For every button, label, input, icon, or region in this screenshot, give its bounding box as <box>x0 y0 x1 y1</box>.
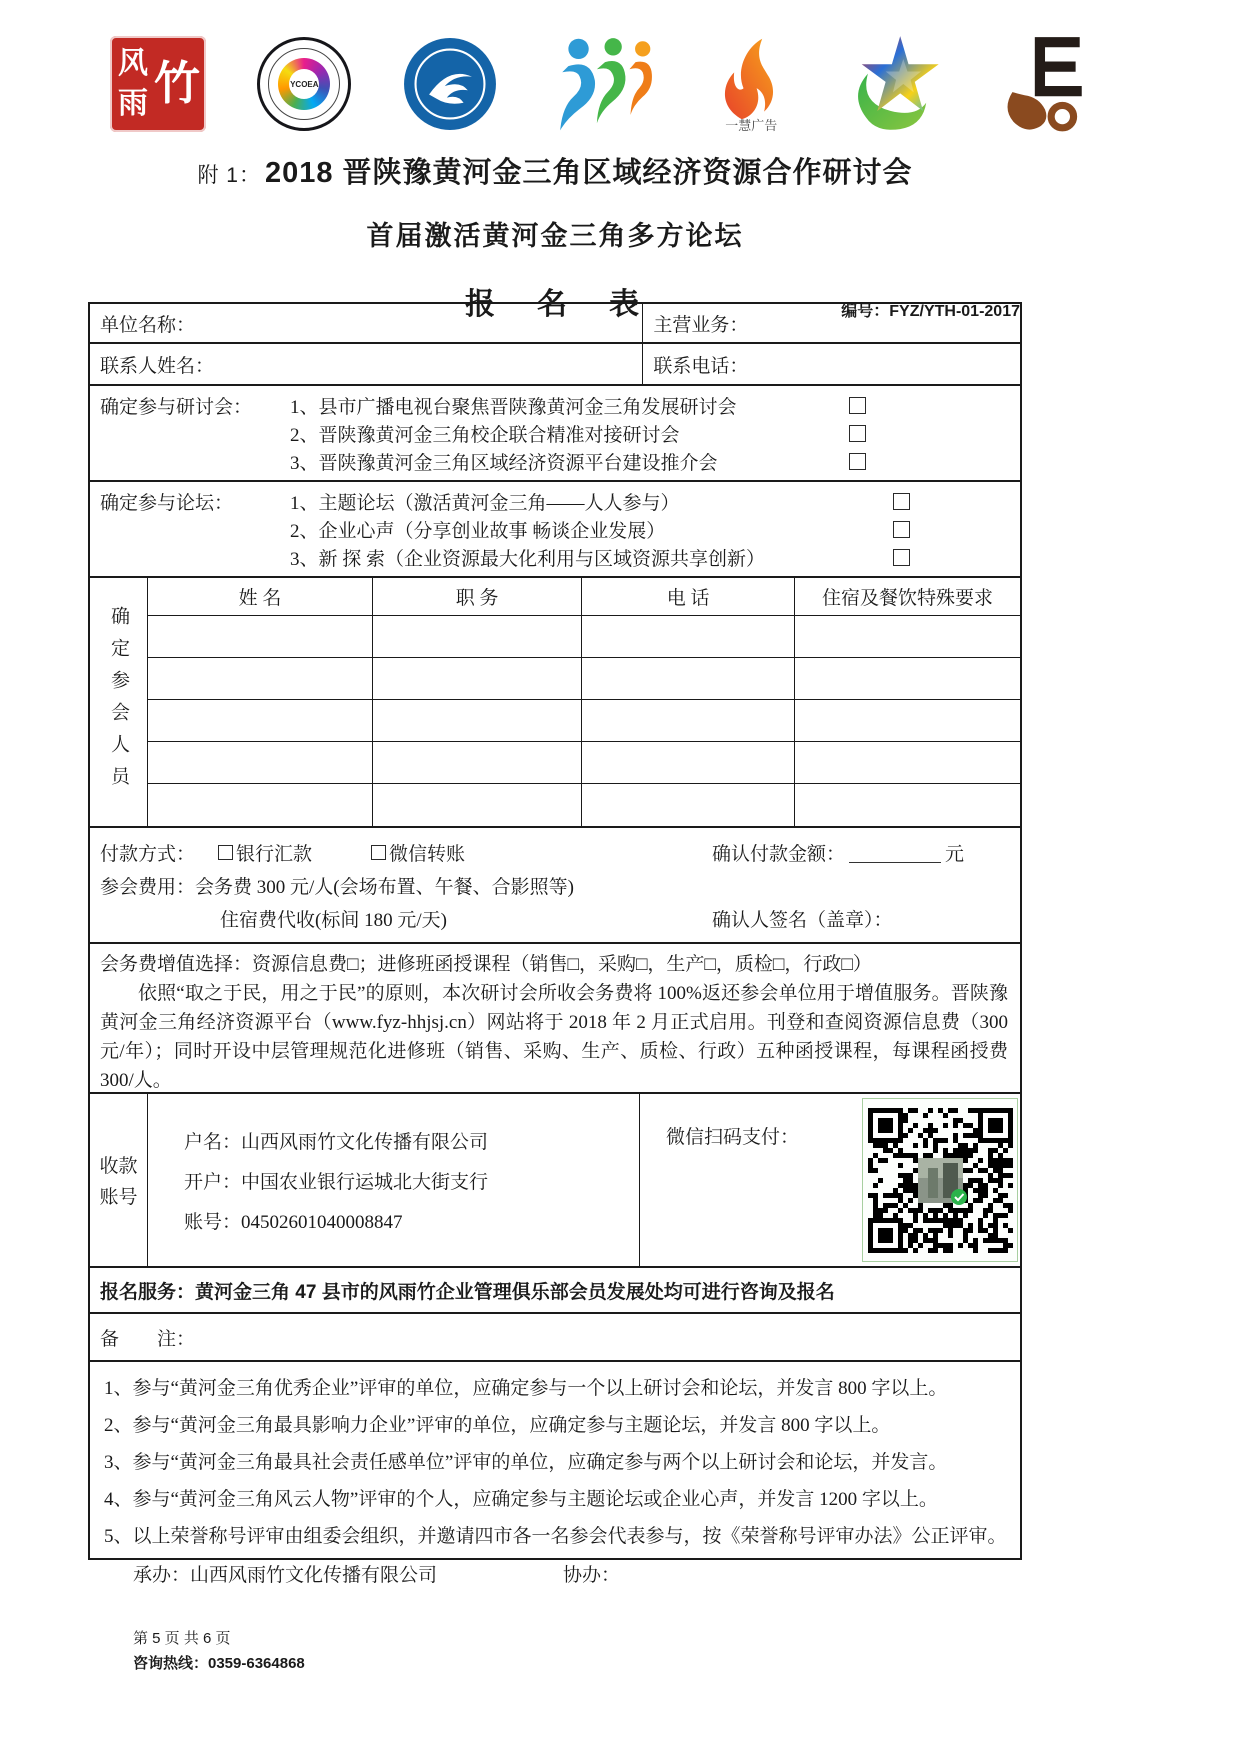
form-number: 编号：FYZ/YTH-01-2017 <box>841 303 1020 320</box>
page-number: 第 5 页 共 6 页 <box>133 1630 231 1647</box>
amount-blank-field <box>849 842 941 863</box>
wechat-pay-label: 微信扫码支付： <box>666 1127 800 1148</box>
forum-option-2: 2、企业心声（分享创业故事 畅谈企业发展） <box>290 520 666 542</box>
account-holder: 户名：山西风雨竹文化传播有限公司 <box>184 1131 489 1153</box>
participant-row <box>148 700 1020 742</box>
forum-checkbox-2 <box>893 521 910 538</box>
wechat-transfer-checkbox <box>371 845 386 860</box>
forum-option-3: 3、新 探 索（企业资源最大化利用与区域资源共享创新） <box>290 548 766 570</box>
calligraphy-logo <box>998 33 1090 135</box>
seminar-option-3: 3、晋陕豫黄河金三角区域经济资源平台建设推介会 <box>290 452 718 474</box>
yihui-caption: 一慧广告 <box>725 117 778 133</box>
fee-label: 参会费用： <box>100 877 196 898</box>
forum-section-label: 确定参与论坛： <box>100 492 234 514</box>
row-payment <box>90 828 1020 944</box>
runners-logo <box>548 35 660 133</box>
logo-row <box>110 26 1090 142</box>
participants-side-label: 确定参会人员 <box>90 578 148 826</box>
value-added-paragraph: 依照“取之于民，用之于民”的原则，本次研讨会所收会务费将 100%返还参会单位用于增值服务。晋陕豫黄河金三角经济资源平台（www.fyz-hhjsj.cn）网站将于 2018 年 2 月正式启用。刊登和查阅资源信息费（300 元/年）；同时开设中层管理规范化进修班（销售、采购、生产、质检、行政）五种函授课程，每课程函授费 300/人。 <box>100 983 1008 1091</box>
seminar-checkbox-1 <box>849 397 866 414</box>
forum-option-1: 1、主题论坛（激活黄河金三角——人人参与） <box>290 492 680 514</box>
runners-icon <box>548 35 660 133</box>
note-item-3: 3、参与“黄河金三角最具社会责任感单位”评审的单位，应确定参与两个以上研讨会和论坛，并发言。 <box>104 1452 948 1473</box>
yihui-ad-logo <box>711 35 791 134</box>
participant-row <box>148 742 1020 784</box>
account-number: 账号：04502601040008847 <box>184 1211 403 1233</box>
participant-row <box>148 784 1020 826</box>
ycoea-association-logo <box>257 37 351 131</box>
participants-header-row <box>148 578 1020 616</box>
form-title: 报 名 表 <box>465 288 645 321</box>
ycoea-badge-icon <box>257 37 351 131</box>
wechat-pay-qr-code <box>868 1108 1013 1253</box>
col-header-phone: 电 话 <box>582 578 795 615</box>
ycoea-caption: YCOEA <box>290 79 319 89</box>
star-icon <box>843 32 947 136</box>
bank-transfer-option: 银行汇款 <box>236 844 313 865</box>
col-header-title: 职 务 <box>373 578 582 615</box>
participant-row <box>148 616 1020 658</box>
seal-char: 风 <box>118 47 148 80</box>
seal-icon <box>110 36 206 132</box>
note-item-1: 1、参与“黄河金三角优秀企业”评审的单位，应确定参与一个以上研讨会和论坛，并发言 800 字以上。 <box>104 1378 948 1399</box>
fee-line1: 会务费 300 元/人(会场布置、午餐、合影照等) <box>195 877 574 898</box>
seal-char: 雨 <box>118 87 148 120</box>
star-logo <box>843 32 947 136</box>
seminar-option-1: 1、县市广播电视台聚焦晋陕豫黄河金三角发展研讨会 <box>290 396 737 418</box>
seminar-option-2: 2、晋陕豫黄河金三角校企联合精准对接研讨会 <box>290 424 680 446</box>
seminar-checkbox-3 <box>849 453 866 470</box>
amount-unit: 元 <box>945 844 965 865</box>
forum-checkbox-1 <box>893 493 910 510</box>
forum-title: 首届激活黄河金三角多方论坛 <box>366 221 744 251</box>
organizer-text: 承办：山西风雨竹文化传播有限公司 <box>133 1565 438 1586</box>
contact-phone-label: 联系电话： <box>653 355 749 377</box>
row-participants <box>90 578 1020 828</box>
attachment-label: 附 1： <box>197 164 261 187</box>
co-organizer-text: 协办： <box>563 1565 621 1586</box>
col-header-name: 姓 名 <box>148 578 373 615</box>
contact-name-label: 联系人姓名： <box>100 355 215 377</box>
contact-phone-field <box>643 344 1020 384</box>
wechat-transfer-option: 微信转账 <box>389 844 466 865</box>
row-unit-business <box>90 304 1020 344</box>
row-notes <box>90 1362 1020 1558</box>
wechat-pay-cell <box>640 1094 1020 1266</box>
row-forum-options <box>90 482 1020 578</box>
service-note-text: 报名服务：黄河金三角 47 县市的风雨竹企业管理俱乐部会员发展处均可进行咨询及报名 <box>100 1281 835 1303</box>
row-account <box>90 1094 1020 1268</box>
seal-char: 竹 <box>154 58 200 109</box>
row-service-note <box>90 1268 1020 1314</box>
bank-transfer-checkbox <box>218 845 233 860</box>
note-item-5: 5、以上荣誉称号评审由组委会组织，并邀请四市各一名参会代表参与，按《荣誉称号评审办法》公正评审。 <box>104 1526 1007 1547</box>
registration-form-table <box>88 302 1022 1560</box>
polytechnic-badge-icon <box>403 37 497 131</box>
contact-name-field <box>90 344 643 384</box>
seminar-checkbox-2 <box>849 425 866 442</box>
calligraphy-icon <box>998 33 1090 135</box>
wechat-pay-qr-box <box>862 1098 1018 1262</box>
note-item-2: 2、参与“黄河金三角最具影响力企业”评审的单位，应确定参与主题论坛，并发言 800 字以上。 <box>104 1415 891 1436</box>
main-business-label: 主营业务： <box>653 314 749 336</box>
row-seminar-options <box>90 386 1020 482</box>
col-header-special: 住宿及餐饮特殊要求 <box>821 588 993 609</box>
fee-line2: 住宿费代收(标间 180 元/天) <box>220 910 447 931</box>
conference-title <box>88 150 1022 191</box>
payment-method-label: 付款方式： <box>100 844 196 865</box>
unit-name-field <box>90 304 643 342</box>
page-footer <box>88 1560 1022 1673</box>
row-contact <box>90 344 1020 386</box>
row-remark <box>90 1314 1020 1362</box>
account-bank: 开户：中国农业银行运城北大街支行 <box>184 1171 489 1193</box>
polytechnic-college-logo <box>403 37 497 131</box>
remark-label: 备 注： <box>100 1328 196 1350</box>
title-block <box>88 150 1022 323</box>
conference-title-text: 2018 晋陕豫黄河金三角区域经济资源合作研讨会 <box>264 157 913 189</box>
note-item-4: 4、参与“黄河金三角风云人物”评审的个人，应确定参与主题论坛或企业心声，并发言 1200 字以上。 <box>104 1489 938 1510</box>
bank-account-details <box>148 1094 640 1266</box>
signer-label: 确认人签名（盖章）： <box>712 910 893 931</box>
fengyuzhu-seal-logo <box>110 36 206 132</box>
unit-name-label: 单位名称： <box>100 314 196 336</box>
amount-label: 确认付款金额： <box>712 844 846 865</box>
value-added-options: 会务费增值选择：资源信息费□；进修班函授课程（销售□，采购□，生产□，质检□，行政□） <box>100 954 872 975</box>
row-value-added <box>90 944 1020 1094</box>
participant-row <box>148 658 1020 700</box>
seminar-section-label: 确定参与研讨会： <box>100 396 253 418</box>
flame-icon <box>711 35 791 121</box>
main-business-field <box>643 304 1020 342</box>
account-side-label: 收款 账号 <box>90 1094 148 1266</box>
forum-checkbox-3 <box>893 549 910 566</box>
hotline-text: 咨询热线：0359-6364868 <box>133 1655 305 1672</box>
